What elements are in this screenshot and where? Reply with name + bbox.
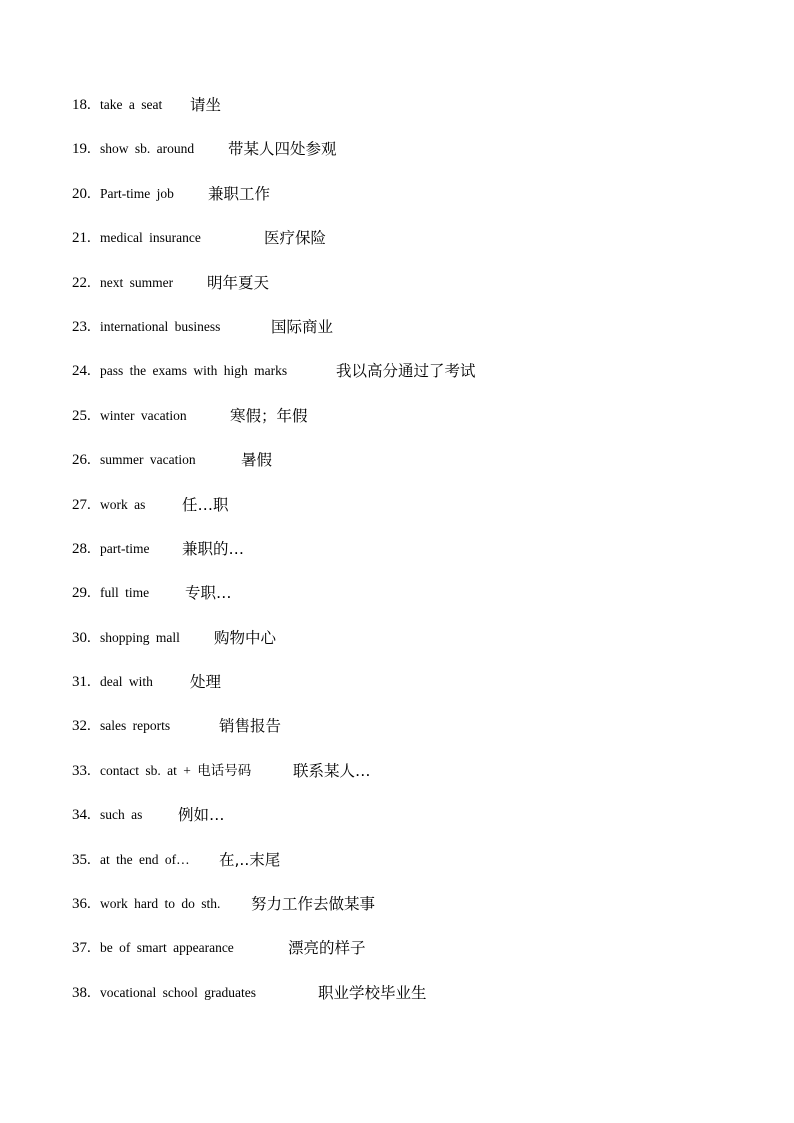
item-number: 19. — [72, 141, 91, 158]
list-item — [72, 627, 476, 671]
item-number: 35. — [72, 851, 91, 868]
english-phrase: at the end of… — [100, 851, 190, 867]
chinese-meaning: 购物中心 — [214, 628, 277, 647]
chinese-meaning: 医疗保险 — [264, 229, 327, 248]
vocab-list — [72, 94, 476, 1026]
english-phrase: winter vacation — [100, 407, 187, 423]
list-item — [72, 183, 476, 227]
item-number: 23. — [72, 318, 91, 335]
chinese-meaning: 努力工作去做某事 — [251, 895, 376, 914]
chinese-meaning: 兼职的… — [182, 539, 245, 558]
english-phrase: Part-time job — [100, 185, 174, 201]
item-number: 21. — [72, 230, 91, 247]
english-phrase: summer vacation — [100, 452, 196, 468]
list-item — [72, 227, 476, 271]
chinese-meaning: 职业学校毕业生 — [318, 983, 427, 1002]
item-number: 20. — [72, 185, 91, 202]
english-phrase: pass the exams with high marks — [100, 363, 288, 379]
list-item — [72, 405, 476, 449]
item-number: 34. — [72, 807, 91, 824]
list-item — [72, 937, 476, 981]
chinese-meaning: 请坐 — [190, 96, 222, 114]
chinese-meaning: 暑假 — [241, 451, 273, 470]
item-number: 27. — [72, 496, 91, 513]
list-item — [72, 538, 476, 582]
english-phrase: shopping mall — [100, 629, 180, 645]
chinese-meaning: 任…职 — [182, 495, 229, 514]
english-phrase: full time — [100, 585, 150, 601]
english-phrase: deal with — [100, 674, 153, 690]
item-number: 33. — [72, 762, 91, 779]
chinese-meaning: 处理 — [190, 673, 222, 692]
list-item — [72, 494, 476, 538]
item-number: 31. — [72, 674, 91, 691]
english-phrase: such as — [100, 807, 143, 823]
chinese-meaning: 国际商业 — [271, 317, 334, 336]
english-phrase: take a seat — [100, 97, 163, 112]
item-number: 29. — [72, 585, 91, 602]
list-item — [72, 982, 476, 1026]
english-phrase: vocational school graduates — [100, 984, 256, 1000]
chinese-meaning: 兼职工作 — [208, 184, 271, 203]
english-phrase: international business — [100, 318, 221, 334]
list-item — [72, 138, 476, 182]
english-phrase: part-time — [100, 540, 150, 556]
english-phrase: next summer — [100, 274, 174, 290]
list-item — [72, 671, 476, 715]
english-phrase: contact sb. at + 电话号码 — [100, 762, 252, 778]
item-number: 37. — [72, 940, 91, 957]
list-item — [72, 715, 476, 759]
english-phrase: work as — [100, 496, 146, 512]
list-item — [72, 316, 476, 360]
chinese-meaning: 联系某人… — [293, 761, 371, 780]
chinese-meaning: 带某人四处参观 — [228, 140, 337, 159]
list-item — [72, 582, 476, 626]
english-phrase: be of smart appearance — [100, 940, 234, 956]
chinese-meaning: 例如… — [178, 806, 225, 825]
item-number: 30. — [72, 629, 91, 646]
list-item — [72, 360, 476, 404]
item-number: 32. — [72, 718, 91, 735]
list-item — [72, 804, 476, 848]
chinese-meaning: 专职… — [185, 584, 232, 603]
item-number: 36. — [72, 896, 91, 913]
english-phrase: sales reports — [100, 718, 171, 734]
chinese-meaning: 在,..末尾 — [219, 850, 281, 869]
item-number: 24. — [72, 363, 91, 380]
item-number: 18. — [72, 97, 91, 113]
item-number: 28. — [72, 540, 91, 557]
chinese-meaning: 漂亮的样子 — [288, 939, 366, 958]
chinese-meaning: 明年夏天 — [207, 273, 270, 292]
list-item — [72, 449, 476, 493]
list-item — [72, 893, 476, 937]
list-item — [72, 272, 476, 316]
chinese-meaning: 我以高分通过了考试 — [336, 362, 476, 381]
item-number: 25. — [72, 407, 91, 424]
item-number: 26. — [72, 452, 91, 469]
list-item — [72, 94, 476, 138]
item-number: 38. — [72, 984, 91, 1001]
chinese-meaning: 寒假；年假 — [230, 406, 308, 425]
english-phrase: medical insurance — [100, 230, 201, 246]
english-phrase: show sb. around — [100, 141, 195, 157]
chinese-meaning: 销售报告 — [219, 717, 282, 736]
list-item — [72, 849, 476, 893]
item-number: 22. — [72, 274, 91, 291]
list-item — [72, 760, 476, 804]
english-phrase: work hard to do sth. — [100, 896, 221, 912]
